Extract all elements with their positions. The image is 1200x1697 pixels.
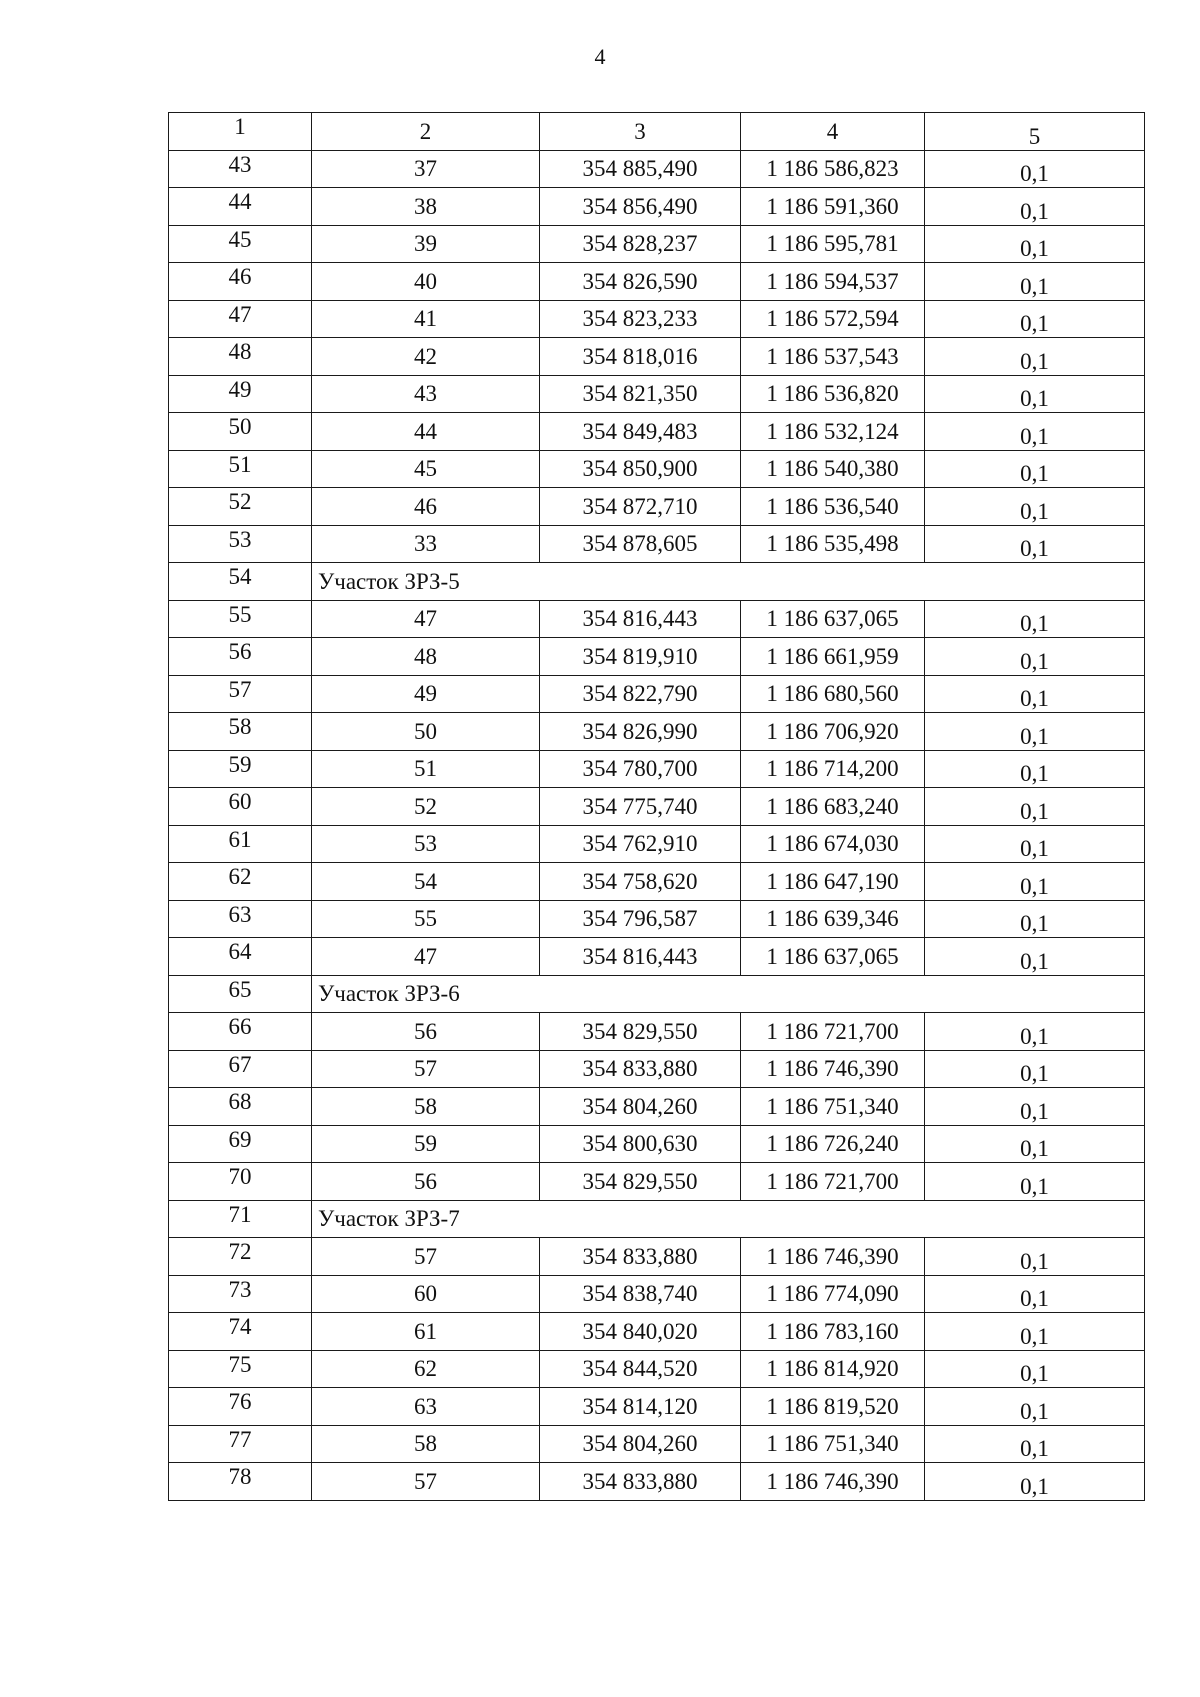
row-number-cell: 43 xyxy=(169,150,312,188)
accuracy-cell: 0,1 xyxy=(925,150,1145,188)
row-number-cell: 60 xyxy=(169,788,312,826)
point-number-cell: 49 xyxy=(312,675,540,713)
row-number-cell: 64 xyxy=(169,938,312,976)
table-row xyxy=(169,450,1145,488)
y-coordinate-cell: 1 186 721,700 xyxy=(741,1163,925,1201)
y-coordinate-cell: 1 186 819,520 xyxy=(741,1388,925,1426)
x-coordinate-cell: 354 833,880 xyxy=(540,1050,741,1088)
point-number-cell: 45 xyxy=(312,450,540,488)
x-coordinate-cell: 354 814,120 xyxy=(540,1388,741,1426)
point-number-cell: 41 xyxy=(312,300,540,338)
row-number-cell: 75 xyxy=(169,1350,312,1388)
y-coordinate-cell: 1 186 746,390 xyxy=(741,1238,925,1276)
row-number-cell: 71 xyxy=(169,1200,312,1238)
y-coordinate-cell: 1 186 647,190 xyxy=(741,863,925,901)
y-coordinate-cell: 1 186 639,346 xyxy=(741,900,925,938)
x-coordinate-cell: 354 823,233 xyxy=(540,300,741,338)
x-coordinate-cell: 354 856,490 xyxy=(540,188,741,226)
x-coordinate-cell: 354 762,910 xyxy=(540,825,741,863)
point-number-cell: 40 xyxy=(312,263,540,301)
x-coordinate-cell: 354 800,630 xyxy=(540,1125,741,1163)
accuracy-cell: 0,1 xyxy=(925,413,1145,451)
table-row xyxy=(169,1125,1145,1163)
accuracy-cell: 0,1 xyxy=(925,1313,1145,1351)
table-row xyxy=(169,1313,1145,1351)
row-number-cell: 70 xyxy=(169,1163,312,1201)
section-label: Участок ЗРЗ-7 xyxy=(312,1200,1145,1238)
table-row xyxy=(169,863,1145,901)
row-number-cell: 78 xyxy=(169,1463,312,1501)
table-row xyxy=(169,1350,1145,1388)
y-coordinate-cell: 1 186 706,920 xyxy=(741,713,925,751)
point-number-cell: 47 xyxy=(312,600,540,638)
accuracy-cell: 0,1 xyxy=(925,900,1145,938)
x-coordinate-cell: 354 840,020 xyxy=(540,1313,741,1351)
accuracy-cell: 0,1 xyxy=(925,1238,1145,1276)
accuracy-cell: 0,1 xyxy=(925,825,1145,863)
table-row xyxy=(169,675,1145,713)
y-coordinate-cell: 1 186 661,959 xyxy=(741,638,925,676)
accuracy-cell: 0,1 xyxy=(925,450,1145,488)
header-cell-2: 2 xyxy=(312,113,540,151)
table-row xyxy=(169,900,1145,938)
point-number-cell: 62 xyxy=(312,1350,540,1388)
table-row xyxy=(169,825,1145,863)
accuracy-cell: 0,1 xyxy=(925,1050,1145,1088)
x-coordinate-cell: 354 780,700 xyxy=(540,750,741,788)
table-row xyxy=(169,938,1145,976)
table-row xyxy=(169,638,1145,676)
accuracy-cell: 0,1 xyxy=(925,338,1145,376)
row-number-cell: 69 xyxy=(169,1125,312,1163)
page-number: 4 xyxy=(594,44,606,69)
header-cell-5: 5 xyxy=(925,113,1145,151)
row-number-cell: 44 xyxy=(169,188,312,226)
row-number-cell: 55 xyxy=(169,600,312,638)
point-number-cell: 56 xyxy=(312,1163,540,1201)
y-coordinate-cell: 1 186 774,090 xyxy=(741,1275,925,1313)
x-coordinate-cell: 354 816,443 xyxy=(540,938,741,976)
x-coordinate-cell: 354 796,587 xyxy=(540,900,741,938)
accuracy-cell: 0,1 xyxy=(925,938,1145,976)
accuracy-cell: 0,1 xyxy=(925,225,1145,263)
x-coordinate-cell: 354 829,550 xyxy=(540,1163,741,1201)
x-coordinate-cell: 354 758,620 xyxy=(540,863,741,901)
y-coordinate-cell: 1 186 714,200 xyxy=(741,750,925,788)
x-coordinate-cell: 354 829,550 xyxy=(540,1013,741,1051)
y-coordinate-cell: 1 186 674,030 xyxy=(741,825,925,863)
y-coordinate-cell: 1 186 540,380 xyxy=(741,450,925,488)
point-number-cell: 42 xyxy=(312,338,540,376)
row-number-cell: 77 xyxy=(169,1425,312,1463)
table-row xyxy=(169,188,1145,226)
row-number-cell: 62 xyxy=(169,863,312,901)
row-number-cell: 67 xyxy=(169,1050,312,1088)
coordinates-table xyxy=(168,112,1145,1501)
table-row xyxy=(169,1013,1145,1051)
x-coordinate-cell: 354 819,910 xyxy=(540,638,741,676)
point-number-cell: 55 xyxy=(312,900,540,938)
x-coordinate-cell: 354 872,710 xyxy=(540,488,741,526)
point-number-cell: 50 xyxy=(312,713,540,751)
row-number-cell: 66 xyxy=(169,1013,312,1051)
y-coordinate-cell: 1 186 751,340 xyxy=(741,1088,925,1126)
row-number-cell: 50 xyxy=(169,413,312,451)
point-number-cell: 48 xyxy=(312,638,540,676)
y-coordinate-cell: 1 186 586,823 xyxy=(741,150,925,188)
point-number-cell: 63 xyxy=(312,1388,540,1426)
table-body xyxy=(169,150,1145,1500)
table-row xyxy=(169,750,1145,788)
row-number-cell: 59 xyxy=(169,750,312,788)
header-cell-1: 1 xyxy=(169,113,312,151)
x-coordinate-cell: 354 804,260 xyxy=(540,1425,741,1463)
x-coordinate-cell: 354 833,880 xyxy=(540,1463,741,1501)
table-row xyxy=(169,488,1145,526)
point-number-cell: 38 xyxy=(312,188,540,226)
row-number-cell: 74 xyxy=(169,1313,312,1351)
section-label: Участок ЗРЗ-5 xyxy=(312,563,1145,601)
x-coordinate-cell: 354 822,790 xyxy=(540,675,741,713)
accuracy-cell: 0,1 xyxy=(925,1125,1145,1163)
accuracy-cell: 0,1 xyxy=(925,375,1145,413)
y-coordinate-cell: 1 186 536,820 xyxy=(741,375,925,413)
table-row xyxy=(169,1463,1145,1501)
row-number-cell: 46 xyxy=(169,263,312,301)
row-number-cell: 54 xyxy=(169,563,312,601)
table-row xyxy=(169,525,1145,563)
accuracy-cell: 0,1 xyxy=(925,863,1145,901)
accuracy-cell: 0,1 xyxy=(925,488,1145,526)
point-number-cell: 58 xyxy=(312,1425,540,1463)
row-number-cell: 57 xyxy=(169,675,312,713)
row-number-cell: 63 xyxy=(169,900,312,938)
accuracy-cell: 0,1 xyxy=(925,1013,1145,1051)
table-row xyxy=(169,713,1145,751)
y-coordinate-cell: 1 186 721,700 xyxy=(741,1013,925,1051)
table-row xyxy=(169,300,1145,338)
row-number-cell: 51 xyxy=(169,450,312,488)
point-number-cell: 61 xyxy=(312,1313,540,1351)
point-number-cell: 60 xyxy=(312,1275,540,1313)
section-label: Участок ЗРЗ-6 xyxy=(312,975,1145,1013)
x-coordinate-cell: 354 833,880 xyxy=(540,1238,741,1276)
row-number-cell: 52 xyxy=(169,488,312,526)
y-coordinate-cell: 1 186 537,543 xyxy=(741,338,925,376)
accuracy-cell: 0,1 xyxy=(925,750,1145,788)
table-row xyxy=(169,600,1145,638)
x-coordinate-cell: 354 850,900 xyxy=(540,450,741,488)
table-row xyxy=(169,375,1145,413)
point-number-cell: 46 xyxy=(312,488,540,526)
row-number-cell: 56 xyxy=(169,638,312,676)
y-coordinate-cell: 1 186 751,340 xyxy=(741,1425,925,1463)
table-row xyxy=(169,1275,1145,1313)
table-row xyxy=(169,1163,1145,1201)
x-coordinate-cell: 354 826,990 xyxy=(540,713,741,751)
point-number-cell: 51 xyxy=(312,750,540,788)
y-coordinate-cell: 1 186 594,537 xyxy=(741,263,925,301)
point-number-cell: 58 xyxy=(312,1088,540,1126)
accuracy-cell: 0,1 xyxy=(925,675,1145,713)
row-number-cell: 53 xyxy=(169,525,312,563)
y-coordinate-cell: 1 186 783,160 xyxy=(741,1313,925,1351)
point-number-cell: 54 xyxy=(312,863,540,901)
row-number-cell: 47 xyxy=(169,300,312,338)
x-coordinate-cell: 354 844,520 xyxy=(540,1350,741,1388)
table-row xyxy=(169,1238,1145,1276)
accuracy-cell: 0,1 xyxy=(925,1088,1145,1126)
point-number-cell: 52 xyxy=(312,788,540,826)
accuracy-cell: 0,1 xyxy=(925,788,1145,826)
x-coordinate-cell: 354 804,260 xyxy=(540,1088,741,1126)
table-row xyxy=(169,1425,1145,1463)
x-coordinate-cell: 354 816,443 xyxy=(540,600,741,638)
point-number-cell: 57 xyxy=(312,1050,540,1088)
accuracy-cell: 0,1 xyxy=(925,188,1145,226)
row-number-cell: 58 xyxy=(169,713,312,751)
accuracy-cell: 0,1 xyxy=(925,713,1145,751)
x-coordinate-cell: 354 828,237 xyxy=(540,225,741,263)
row-number-cell: 76 xyxy=(169,1388,312,1426)
row-number-cell: 61 xyxy=(169,825,312,863)
point-number-cell: 56 xyxy=(312,1013,540,1051)
x-coordinate-cell: 354 878,605 xyxy=(540,525,741,563)
x-coordinate-cell: 354 826,590 xyxy=(540,263,741,301)
point-number-cell: 57 xyxy=(312,1463,540,1501)
table-row xyxy=(169,263,1145,301)
row-number-cell: 49 xyxy=(169,375,312,413)
y-coordinate-cell: 1 186 746,390 xyxy=(741,1050,925,1088)
table-row xyxy=(169,1088,1145,1126)
row-number-cell: 65 xyxy=(169,975,312,1013)
accuracy-cell: 0,1 xyxy=(925,1425,1145,1463)
header-cell-4: 4 xyxy=(741,113,925,151)
point-number-cell: 37 xyxy=(312,150,540,188)
point-number-cell: 59 xyxy=(312,1125,540,1163)
table-row xyxy=(169,225,1145,263)
x-coordinate-cell: 354 818,016 xyxy=(540,338,741,376)
y-coordinate-cell: 1 186 680,560 xyxy=(741,675,925,713)
accuracy-cell: 0,1 xyxy=(925,1463,1145,1501)
point-number-cell: 47 xyxy=(312,938,540,976)
accuracy-cell: 0,1 xyxy=(925,600,1145,638)
y-coordinate-cell: 1 186 814,920 xyxy=(741,1350,925,1388)
accuracy-cell: 0,1 xyxy=(925,1163,1145,1201)
accuracy-cell: 0,1 xyxy=(925,1350,1145,1388)
table-row xyxy=(169,338,1145,376)
row-number-cell: 68 xyxy=(169,1088,312,1126)
row-number-cell: 45 xyxy=(169,225,312,263)
table-row xyxy=(169,1050,1145,1088)
section-row xyxy=(169,975,1145,1013)
point-number-cell: 57 xyxy=(312,1238,540,1276)
accuracy-cell: 0,1 xyxy=(925,638,1145,676)
x-coordinate-cell: 354 849,483 xyxy=(540,413,741,451)
x-coordinate-cell: 354 885,490 xyxy=(540,150,741,188)
x-coordinate-cell: 354 821,350 xyxy=(540,375,741,413)
point-number-cell: 44 xyxy=(312,413,540,451)
table-row xyxy=(169,150,1145,188)
x-coordinate-cell: 354 838,740 xyxy=(540,1275,741,1313)
y-coordinate-cell: 1 186 572,594 xyxy=(741,300,925,338)
y-coordinate-cell: 1 186 637,065 xyxy=(741,600,925,638)
section-row xyxy=(169,1200,1145,1238)
point-number-cell: 43 xyxy=(312,375,540,413)
y-coordinate-cell: 1 186 683,240 xyxy=(741,788,925,826)
accuracy-cell: 0,1 xyxy=(925,263,1145,301)
accuracy-cell: 0,1 xyxy=(925,525,1145,563)
point-number-cell: 33 xyxy=(312,525,540,563)
row-number-cell: 72 xyxy=(169,1238,312,1276)
header-cell-3: 3 xyxy=(540,113,741,151)
x-coordinate-cell: 354 775,740 xyxy=(540,788,741,826)
y-coordinate-cell: 1 186 746,390 xyxy=(741,1463,925,1501)
y-coordinate-cell: 1 186 726,240 xyxy=(741,1125,925,1163)
y-coordinate-cell: 1 186 536,540 xyxy=(741,488,925,526)
section-row xyxy=(169,563,1145,601)
y-coordinate-cell: 1 186 591,360 xyxy=(741,188,925,226)
row-number-cell: 48 xyxy=(169,338,312,376)
point-number-cell: 39 xyxy=(312,225,540,263)
accuracy-cell: 0,1 xyxy=(925,300,1145,338)
table-row xyxy=(169,413,1145,451)
table-row xyxy=(169,1388,1145,1426)
y-coordinate-cell: 1 186 637,065 xyxy=(741,938,925,976)
y-coordinate-cell: 1 186 532,124 xyxy=(741,413,925,451)
accuracy-cell: 0,1 xyxy=(925,1275,1145,1313)
y-coordinate-cell: 1 186 535,498 xyxy=(741,525,925,563)
table-header-row xyxy=(169,113,1145,151)
table-row xyxy=(169,788,1145,826)
point-number-cell: 53 xyxy=(312,825,540,863)
row-number-cell: 73 xyxy=(169,1275,312,1313)
y-coordinate-cell: 1 186 595,781 xyxy=(741,225,925,263)
accuracy-cell: 0,1 xyxy=(925,1388,1145,1426)
